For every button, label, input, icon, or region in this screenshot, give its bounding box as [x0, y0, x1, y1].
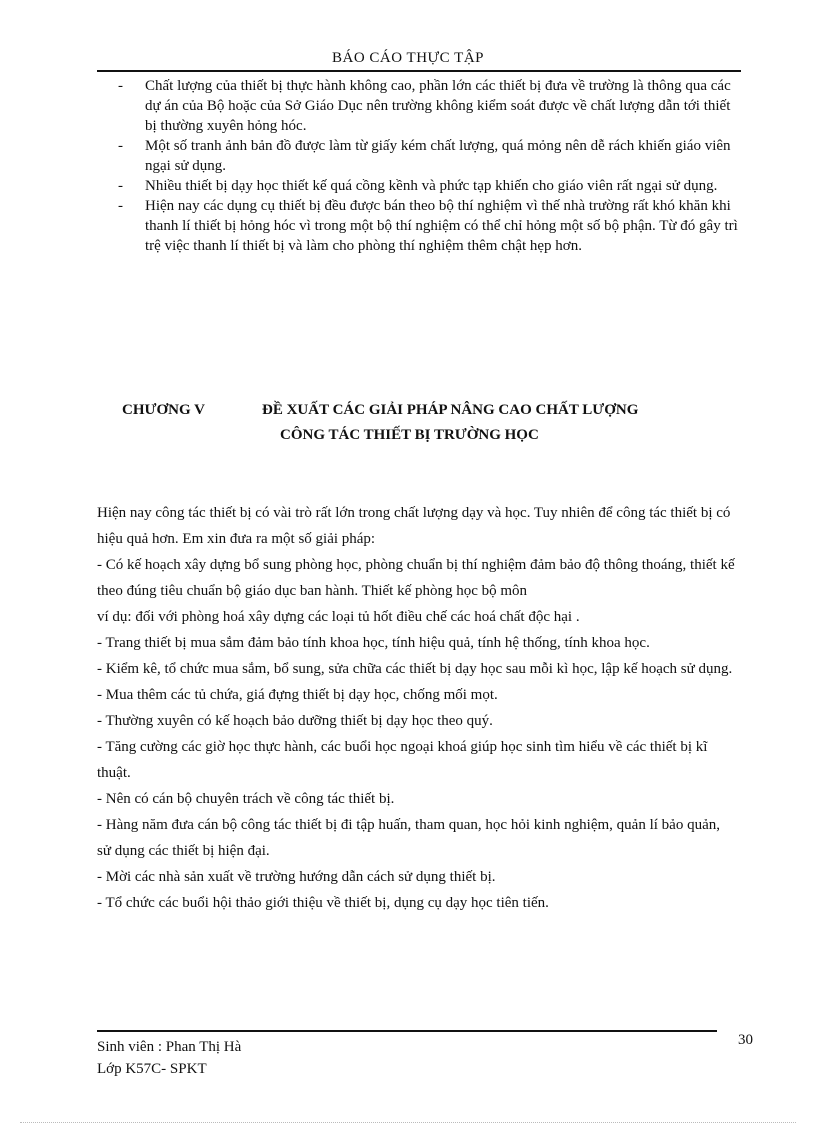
bullet-list — [118, 76, 738, 256]
list-item — [118, 196, 738, 256]
paragraph: - Mua thêm các tủ chứa, giá đựng thiết bị dạy học, chống mối mọt. — [97, 687, 498, 703]
list-item-text: Một số tranh ảnh bản đồ được làm từ giấy kém chất lượng, quá mỏng nên dễ rách khiến giáo viên ngại sử dụng. — [145, 138, 731, 174]
page-number: 30 — [738, 1032, 753, 1048]
list-item — [118, 176, 738, 196]
paragraph: - Trang thiết bị mua sắm đảm bảo tính khoa học, tính hiệu quả, tính hệ thống, tính khoa học. — [97, 635, 650, 651]
bullet-marker: - — [118, 178, 123, 194]
paragraph: - Kiểm kê, tổ chức mua sắm, bổ sung, sửa chữa các thiết bị dạy học sau mỗi kì học, lập kế hoạch sử dụng. — [97, 661, 733, 677]
chapter-title-line1: ĐỀ XUẤT CÁC GIẢI PHÁP NÂNG CAO CHẤT LƯỢNG — [262, 402, 639, 418]
chapter-number: CHƯƠNG V — [122, 402, 205, 418]
paragraph: - Có kế hoạch xây dựng bổ sung phòng học, phòng chuẩn bị thí nghiệm đảm bảo độ thông thoáng, thiết kế theo đúng tiêu chuẩn bộ giáo dục ban hành. Thiết kế phòng học bộ môn — [97, 557, 735, 599]
chapter-title-line2: CÔNG TÁC THIẾT BỊ TRƯỜNG HỌC — [280, 427, 539, 443]
paragraph: - Hàng năm đưa cán bộ công tác thiết bị đi tập huấn, tham quan, học hỏi kinh nghiệm, quản lí bảo quản, sử dụng các thiết bị hiện đại. — [97, 817, 720, 859]
paragraph: - Mời các nhà sản xuất về trường hướng dẫn cách sử dụng thiết bị. — [97, 869, 496, 885]
paragraph: - Thường xuyên có kế hoạch bảo dưỡng thiết bị dạy học theo quý. — [97, 713, 493, 729]
header-rule — [97, 70, 741, 72]
bullet-marker: - — [118, 78, 123, 94]
list-item-text: Hiện nay các dụng cụ thiết bị đều được bán theo bộ thí nghiệm vì thế nhà trường rất khó khăn khi thanh lí thiết bị hỏng hóc vì trong một bộ thí nghiệm có thể chỉ hỏng một số bộ phận. Từ đó gây trì trệ việc thanh lí thiết bị và làm cho phòng thí nghiệm thêm chật hẹp hơn. — [145, 198, 738, 254]
list-item — [118, 136, 738, 176]
footer — [97, 1036, 241, 1080]
footer-class: Lớp K57C- SPKT — [97, 1061, 207, 1077]
footer-student: Sinh viên : Phan Thị Hà — [97, 1039, 242, 1055]
paragraph: - Nên có cán bộ chuyên trách về công tác thiết bị. — [97, 791, 395, 807]
list-item-text: Nhiều thiết bị dạy học thiết kế quá cồng kềnh và phức tạp khiến cho giáo viên rất ngại sử dụng. — [145, 178, 718, 194]
paragraph: Hiện nay công tác thiết bị có vài trò rất lớn trong chất lượng dạy và học. Tuy nhiên để công tác thiết bị có hiệu quả hơn. Em xin đưa ra một số giải pháp: — [97, 505, 731, 547]
bullet-marker: - — [118, 138, 123, 154]
list-item — [118, 76, 738, 136]
paragraph: ví dụ: đối với phòng hoá xây dựng các loại tủ hốt điều chế các hoá chất độc hại . — [97, 609, 580, 625]
footer-rule — [97, 1030, 717, 1032]
page-header-title: BÁO CÁO THỰC TẬP — [331, 50, 485, 66]
paragraph: - Tăng cường các giờ học thực hành, các buổi học ngoại khoá giúp học sinh tìm hiểu về các thiết bị kĩ thuật. — [97, 739, 708, 781]
list-item-text: Chất lượng của thiết bị thực hành không cao, phần lớn các thiết bị đưa về trường là thông qua các dự án của Bộ hoặc của Sở Giáo Dục nên trường không kiểm soát được về chất lượng dẫn tới thiết bị thường xuyên hỏng hóc. — [145, 78, 731, 134]
body-text — [97, 500, 737, 916]
bullet-marker: - — [118, 198, 123, 214]
paragraph: - Tổ chức các buổi hội thảo giới thiệu về thiết bị, dụng cụ dạy học tiên tiến. — [97, 895, 549, 911]
